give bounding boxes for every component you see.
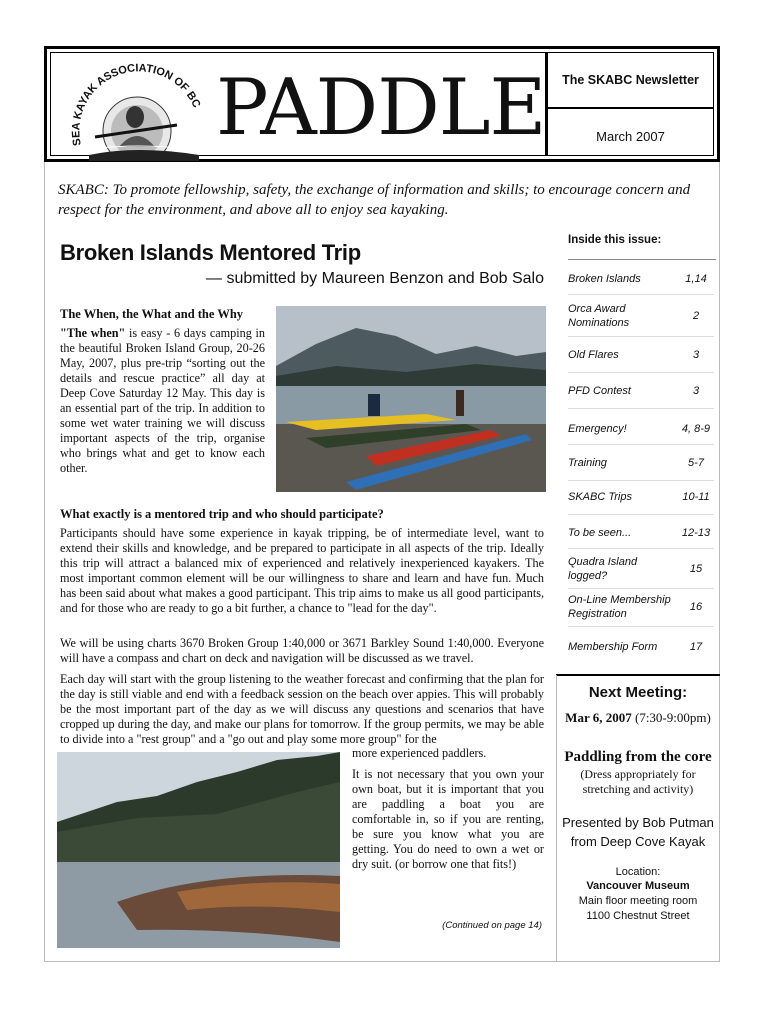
toc-divider — [568, 588, 714, 589]
meeting-topic: Paddling from the core — [564, 749, 712, 765]
toc-item-page: 12-13 — [681, 527, 711, 539]
toc-item-page: 2 — [692, 310, 700, 322]
venue-room: Main floor meeting room — [578, 895, 698, 907]
toc-item-page: 4, 8-9 — [681, 423, 711, 435]
presenter-line2: from Deep Cove Kayak — [570, 834, 706, 849]
meeting-heading: Next Meeting: — [588, 684, 688, 701]
toc-item[interactable] — [568, 384, 714, 398]
toc-divider — [568, 408, 714, 409]
toc-item[interactable] — [568, 490, 714, 504]
when-label: "The when" — [60, 326, 126, 340]
toc-divider — [568, 372, 714, 373]
toc-item-name: Emergency! — [568, 423, 627, 435]
paragraph-daily-routine-end: more experienced paddlers. — [352, 746, 487, 760]
toc-item-name: SKABC Trips — [568, 491, 632, 503]
paragraph-participants: Participants should have some experience in kayak tripping, be of intermediate level, want to extend their skills and knowledge, and be prepared to participate in all aspects of the trip. Ideally this trip will attract a balanced mix of experienced and relatively inexperienced kayakers. The most important common element will be our willingness to share and learn and have fun. Much has been said about what makes a good participant. This trip aims to make us all good participants, and for those who are ready to go a bit further, a chance to "lead for the day". — [60, 526, 544, 615]
meeting-datetime — [556, 710, 720, 726]
toc-divider — [568, 336, 714, 337]
venue-address: 1100 Chestnut Street — [586, 910, 690, 922]
masthead-inner — [50, 52, 714, 156]
toc-item[interactable] — [568, 302, 714, 330]
toc-divider — [568, 294, 714, 295]
venue-name: Vancouver Museum — [586, 880, 690, 892]
toc-divider — [568, 514, 714, 515]
when-text: is easy - 6 days camping in the beautiful Broken Island Group, 20-26 May, 2007, plus pre-trip “sorting out the details and rescue practice” all day at Deep Cove Saturday 12 May. This day is an essential part of the trip. In addition to some wet water training we will discuss important aspects of the trip, organise who brings what and get to know each other. — [60, 326, 265, 475]
toc-item[interactable] — [568, 640, 714, 654]
paragraph-when — [60, 326, 265, 476]
masthead — [44, 46, 720, 162]
toc-item-name: Broken Islands — [568, 273, 641, 285]
toc-item-name: To be seen... — [568, 527, 632, 539]
meeting-date: Mar 6, 2007 — [565, 710, 632, 725]
paragraph-charts: We will be using charts 3670 Broken Group 1:40,000 or 3671 Barkley Sound 1:40,000. Everyone will have a compass and chart on deck and navigation will be discussed as we travel. — [60, 636, 544, 665]
toc-item[interactable] — [568, 555, 714, 583]
toc-item[interactable] — [568, 272, 714, 286]
logo-text: SEA KAYAK ASSOCIATION OF BC — [70, 62, 203, 147]
inside-this-issue — [556, 224, 716, 653]
toc-item-name: Training — [568, 457, 607, 469]
toc-item-page: 16 — [689, 601, 703, 613]
toc-item-page: 17 — [689, 641, 703, 653]
paragraph-daily-routine: Each day will start with the group listening to the weather forecast and confirming that the plan for the day is still viable and end with a feedback session on the beach over appies. This will probably be the most important part of the day as we will discuss any questions and scenarios that have cropped up during the day, and make our plans for tomorrow. If the group permits, we may be able to divide into a "rest group" and a "go out and play some more group" for the — [60, 672, 544, 746]
toc-item[interactable] — [568, 526, 714, 540]
toc-item-name: Membership Form — [568, 641, 658, 653]
toc-item-page: 3 — [692, 385, 700, 397]
toc-divider — [568, 444, 714, 445]
masthead-info — [545, 53, 713, 155]
toc-item-page: 3 — [692, 349, 700, 361]
toc-item-name: Quadra Island logged? — [568, 556, 638, 582]
toc-item-name: On-Line Membership Registration — [568, 594, 671, 620]
shoreline-photo — [57, 752, 340, 948]
sidebar-title: Inside this issue: — [568, 224, 716, 260]
subheading-when-what-why: The When, the What and the Why — [60, 307, 244, 321]
mission-statement: SKABC: To promote fellowship, safety, the exchange of information and skills; to encourage concern and respect for the environment, and above all to enjoy sea kayaking. — [58, 182, 691, 218]
toc-item-page: 5-7 — [688, 457, 704, 469]
subheading-mentored-trip: What exactly is a mentored trip and who should participate? — [60, 507, 384, 521]
toc-item-name: Old Flares — [568, 349, 619, 361]
article-headline: Broken Islands Mentored Trip — [60, 240, 361, 265]
issue-date: March 2007 — [596, 128, 665, 144]
presenter-line1: Presented by Bob Putman — [562, 815, 714, 830]
toc-item[interactable] — [568, 422, 714, 436]
toc-item-name: PFD Contest — [568, 385, 631, 397]
meeting-note: (Dress appropriately for stretching and activity) — [580, 767, 696, 796]
toc-item-page: 15 — [689, 563, 703, 575]
meeting-time: (7:30-9:00pm) — [634, 710, 711, 725]
toc-item[interactable] — [568, 456, 714, 470]
toc-item[interactable] — [568, 593, 714, 621]
article-byline: — submitted by Maureen Benzon and Bob Salo — [206, 270, 544, 287]
toc-divider — [568, 480, 714, 481]
newsletter-title: PADDLE — [216, 63, 546, 153]
continued-note: (Continued on page 14) — [442, 920, 542, 931]
location-label: Location: — [615, 866, 661, 878]
toc-item-name: Orca Award Nominations — [568, 303, 630, 329]
toc-item-page: 1,14 — [685, 273, 707, 285]
newsletter-label: The SKABC Newsletter — [548, 53, 713, 109]
paragraph-boat: It is not necessary that you own your own boat, but it is important that you are paddling a boat you are comfortable in, so if you are renting, be sure you know what you are getting. You do need to own a wet or dry suit. (or borrow one that fits!) — [352, 767, 544, 871]
toc-divider — [568, 548, 714, 549]
skabc-logo — [59, 57, 209, 161]
kayaks-beach-photo — [276, 306, 546, 492]
toc-item-page: 10-11 — [682, 491, 710, 503]
toc-divider — [568, 626, 714, 627]
toc-item[interactable] — [568, 348, 714, 362]
